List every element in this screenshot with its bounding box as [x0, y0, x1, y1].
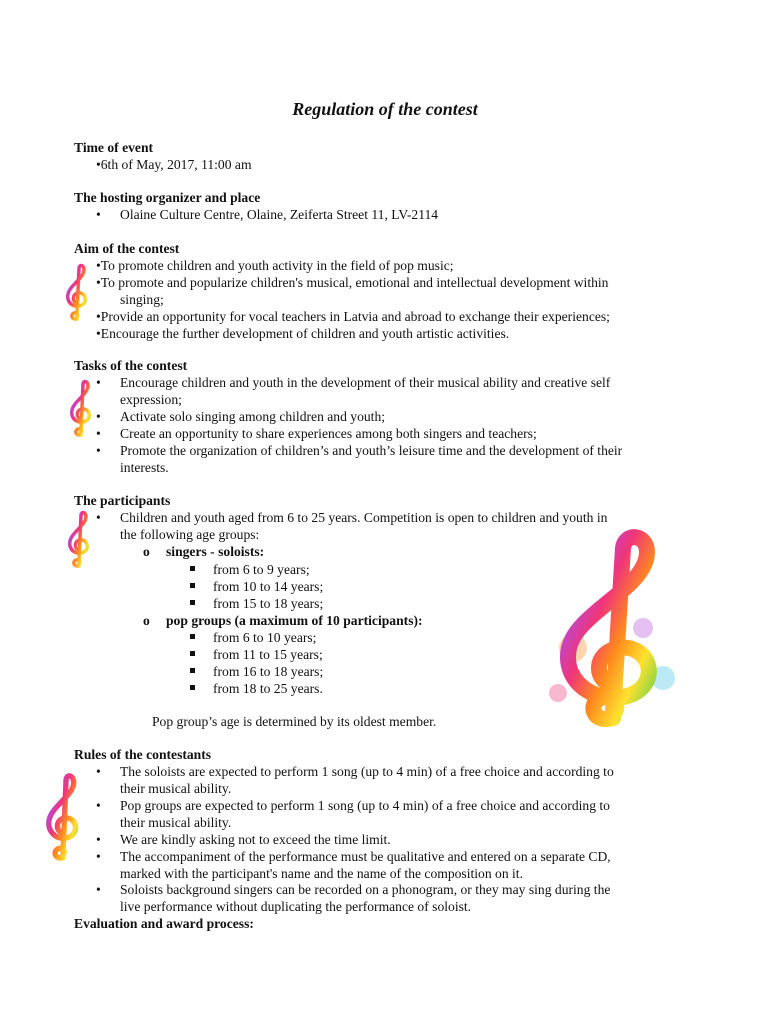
- bullet: •: [96, 375, 101, 390]
- section-heading-aim: Aim of the contest: [74, 241, 180, 256]
- square-bullet: [190, 583, 195, 588]
- participants-line: Children and youth aged from 6 to 25 years. Competition is open to children and youth in: [120, 510, 608, 525]
- age-range: from 11 to 15 years;: [213, 647, 323, 662]
- bullet: •: [96, 764, 101, 779]
- age-range: from 16 to 18 years;: [213, 664, 324, 679]
- rules-line: Soloists background singers can be recorded on a phonogram, or they may sing during the: [120, 882, 611, 897]
- sub-bullet: o: [143, 613, 150, 628]
- bullet: •: [96, 426, 101, 441]
- section-heading-host: The hosting organizer and place: [74, 190, 261, 205]
- square-bullet: [190, 651, 195, 656]
- tasks-line: Activate solo singing among children and youth;: [120, 409, 386, 424]
- aim-item: •To promote and popularize children's musical, emotional and intellectual development within: [96, 275, 609, 290]
- aim-item-continued: singing;: [120, 292, 164, 307]
- bullet: •: [96, 882, 101, 897]
- section-heading-rules: Rules of the contestants: [74, 747, 212, 762]
- age-note: Pop group’s age is determined by its oldest member.: [152, 714, 437, 729]
- bullet: •: [96, 849, 101, 864]
- section-heading-time: Time of event: [74, 140, 154, 155]
- tasks-line: Create an opportunity to share experiences among both singers and teachers;: [120, 426, 537, 441]
- treble-clef-icon: [62, 262, 92, 324]
- treble-clef-icon: [40, 770, 86, 866]
- treble-clef-icon: [543, 528, 688, 738]
- rules-line: The accompaniment of the performance must be qualitative and entered on a separate CD,: [120, 849, 611, 864]
- bullet: •: [96, 409, 101, 424]
- rules-line: The soloists are expected to perform 1 song (up to 4 min) of a free choice and according to: [120, 764, 614, 779]
- treble-clef-icon: [64, 510, 94, 570]
- age-range: from 15 to 18 years;: [213, 596, 324, 611]
- tasks-line: interests.: [120, 460, 169, 475]
- rules-line: their musical ability.: [120, 781, 232, 796]
- bullet: •: [96, 832, 101, 847]
- age-range: from 6 to 10 years;: [213, 630, 317, 645]
- square-bullet: [190, 600, 195, 605]
- age-group-label: singers - soloists:: [166, 544, 265, 559]
- aim-item: •To promote children and youth activity in the field of pop music;: [96, 258, 454, 273]
- sub-bullet: o: [143, 544, 150, 559]
- host-item: Olaine Culture Centre, Olaine, Zeiferta Street 11, LV-2114: [120, 207, 439, 222]
- age-group-label: pop groups (a maximum of 10 participants):: [166, 613, 423, 628]
- bullet: •: [96, 798, 101, 813]
- rules-line: marked with the participant's name and the name of the composition on it.: [120, 866, 523, 881]
- square-bullet: [190, 566, 195, 571]
- time-item: •6th of May, 2017, 11:00 am: [96, 157, 252, 172]
- square-bullet: [190, 685, 195, 690]
- page-title: Regulation of the contest: [292, 99, 478, 119]
- tasks-line: Promote the organization of children’s and youth’s leisure time and the development of their: [120, 443, 623, 458]
- age-range: from 6 to 9 years;: [213, 562, 310, 577]
- rules-line: We are kindly asking not to exceed the time limit.: [120, 832, 391, 847]
- bullet: •: [96, 443, 101, 458]
- age-range: from 10 to 14 years;: [213, 579, 324, 594]
- aim-item: •Encourage the further development of children and youth artistic activities.: [96, 326, 510, 341]
- section-heading-participants: The participants: [74, 493, 171, 508]
- bullet: •: [96, 207, 101, 222]
- rules-line: their musical ability.: [120, 815, 232, 830]
- section-heading-tasks: Tasks of the contest: [74, 358, 188, 373]
- tasks-line: Encourage children and youth in the development of their musical ability and creative self: [120, 375, 611, 390]
- participants-line: the following age groups:: [120, 527, 260, 542]
- rules-line: Pop groups are expected to perform 1 song (up to 4 min) of a free choice and according to: [120, 798, 610, 813]
- square-bullet: [190, 668, 195, 673]
- square-bullet: [190, 634, 195, 639]
- bullet: •: [96, 510, 101, 525]
- treble-clef-icon: [66, 378, 96, 440]
- section-heading-evaluation: Evaluation and award process:: [74, 916, 254, 931]
- rules-line: live performance without duplicating the performance of soloist.: [120, 899, 472, 914]
- aim-item: •Provide an opportunity for vocal teachers in Latvia and abroad to exchange their experiences;: [96, 309, 610, 324]
- age-range: from 18 to 25 years.: [213, 681, 323, 696]
- tasks-line: expression;: [120, 392, 182, 407]
